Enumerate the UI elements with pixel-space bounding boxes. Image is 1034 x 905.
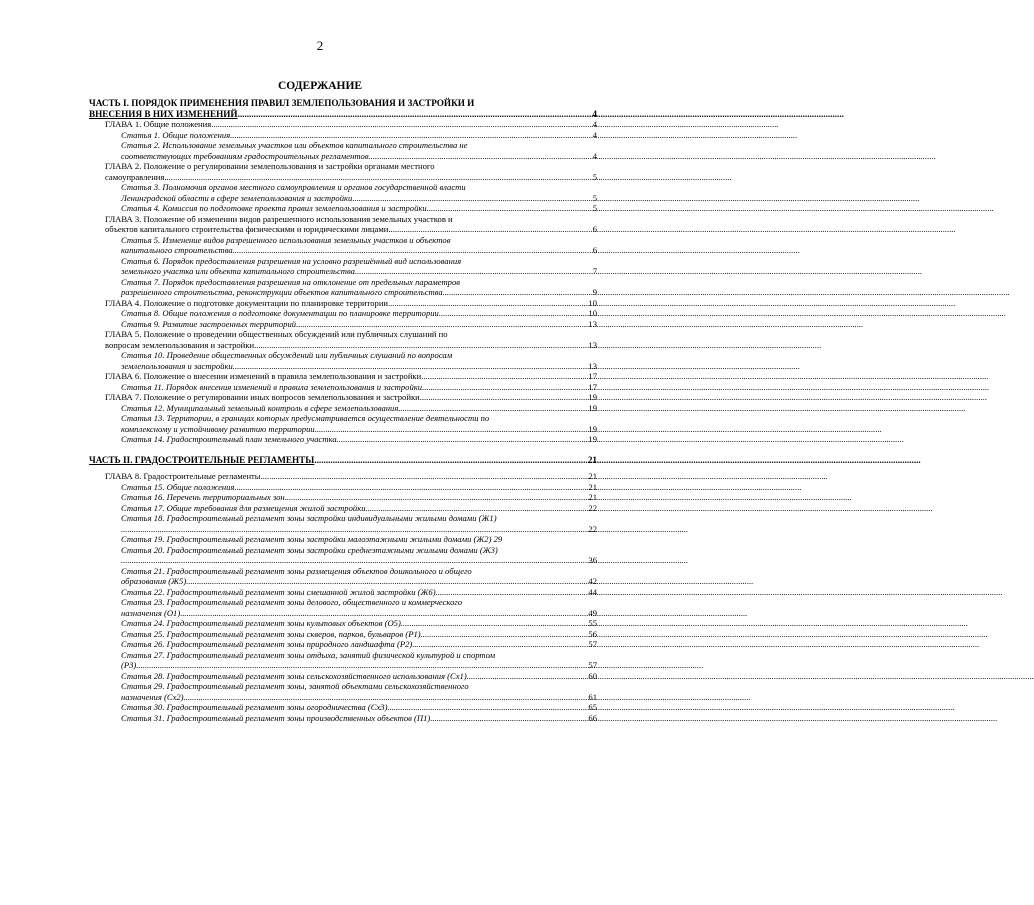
toc-entry-text: Статья 25. Градостроительный регламент зоны скверов, парков, бульваров (Р1) xyxy=(121,628,421,639)
toc-page-number: 19 xyxy=(588,434,597,444)
toc-page-number: 4 xyxy=(592,150,597,161)
toc-article-entry[interactable] xyxy=(89,639,597,650)
toc-part-entry[interactable] xyxy=(89,98,597,119)
toc-page-number: 10 xyxy=(588,297,597,308)
toc-entry-text: Статья 13. Территории, в границах которых предусматривается осуществление деятельности по xyxy=(121,413,490,423)
toc-entry-text: Статья 8. Общие положения о подготовке документации по планировке территории xyxy=(121,308,439,318)
dot-leader xyxy=(427,203,592,214)
page-number: 2 xyxy=(316,38,324,53)
toc-page-number: 21 xyxy=(588,481,597,492)
toc-entry-text: ГЛАВА 2. Положение о регулировании землепользования и застройки органами местного xyxy=(105,161,435,171)
toc-entry-text: землепользования и застройки xyxy=(121,360,233,371)
toc-entry-text: комплексному и устойчивому развитию территории xyxy=(121,423,315,434)
toc-entry-text: Статья 7. Порядок предоставления разрешения на отклонение от предельных параметров xyxy=(121,276,460,287)
dot-leader xyxy=(261,471,588,482)
toc-article-entry[interactable] xyxy=(89,597,597,618)
toc-page-number: 19 xyxy=(588,423,597,434)
dot-leader xyxy=(355,266,592,277)
toc-entry-text: Статья 15. Общие положения xyxy=(121,481,235,492)
toc-page-number: 13 xyxy=(588,360,597,371)
dot-leader xyxy=(430,713,587,724)
dot-leader xyxy=(233,245,592,256)
toc-chapter-entry[interactable] xyxy=(89,214,597,235)
toc-page-number: 6 xyxy=(592,245,597,255)
dot-leader xyxy=(420,392,588,403)
toc-entry-text: Статья 30. Градостроительный регламент зоны огородничества (Сх3) xyxy=(121,702,388,712)
dot-leader xyxy=(388,298,587,309)
toc-article-entry[interactable] xyxy=(89,256,597,277)
toc-page-number: 57 xyxy=(588,660,597,670)
dot-leader xyxy=(421,371,587,382)
dot-leader xyxy=(121,555,587,566)
toc-entry-text: Статья 20. Градостроительный регламент зоны застройки среднеэтажными жилыми домами (Ж3) xyxy=(121,544,498,555)
toc-page-number: 4 xyxy=(592,119,597,129)
dot-leader xyxy=(422,382,587,393)
toc-article-entry[interactable] xyxy=(89,182,597,203)
toc-entry-text: вопросам землепользования и застройки xyxy=(105,339,255,350)
toc-entry-text: Статья 6. Порядок предоставления разрешения на условно разрешённый вид использования xyxy=(121,255,462,266)
toc-article-entry[interactable] xyxy=(89,403,597,414)
dot-leader xyxy=(296,319,587,330)
toc-entry-text: образования (Ж5) xyxy=(121,576,187,586)
toc-entry-text: Статья 9. Развитие застроенных территорий xyxy=(121,318,297,329)
toc-entry-text: земельного участка или объекта капитального строительства xyxy=(121,266,355,276)
toc-page-number: 57 xyxy=(588,639,597,649)
toc-entry-text: Статья 23. Градостроительный регламент зоны делового, общественного и коммерческого xyxy=(121,597,463,607)
toc-page-number: 5 xyxy=(592,171,597,182)
toc-page-number: 4 xyxy=(592,129,597,140)
toc-entry-text: разрешенного строительства, реконструкции объектов капитального строительства xyxy=(121,287,443,297)
toc-page-number: 13 xyxy=(588,318,597,329)
dot-leader xyxy=(352,193,591,204)
toc-page-number: 36 xyxy=(588,555,597,565)
toc-entry-text: Статья 31. Градостроительный регламент зоны производственных объектов (П1) xyxy=(121,712,431,723)
toc-page-number: 22 xyxy=(588,523,597,534)
toc-article-entry[interactable] xyxy=(89,650,597,671)
dot-leader xyxy=(387,702,587,713)
dot-leader xyxy=(467,671,588,682)
toc-article-entry[interactable] xyxy=(89,671,597,682)
toc-entry-text: ГЛАВА 6. Положение о внесении изменений в правила землепользования и застройки xyxy=(105,371,422,381)
dot-leader xyxy=(233,361,588,372)
toc-page-number: 44 xyxy=(588,586,597,597)
toc-entry-text: Статья 29. Градостроительный регламент зоны, занятой объектами сельскохозяйственного xyxy=(121,681,469,691)
toc-page-number: 5 xyxy=(592,192,597,203)
toc-article-entry[interactable] xyxy=(89,492,597,503)
dot-leader xyxy=(230,130,592,141)
toc-page-number: 42 xyxy=(588,576,597,586)
toc-entry-text: Статья 17. Общие требования для размещения жилой застройки xyxy=(121,502,366,513)
toc-title: СОДЕРЖАНИЕ xyxy=(277,80,363,92)
toc-article-entry[interactable] xyxy=(89,545,597,566)
toc-article-entry[interactable] xyxy=(89,413,597,434)
toc-page-number: 22 xyxy=(588,502,597,513)
toc-page-number: 49 xyxy=(588,607,597,618)
toc-entry-text: Статья 5. Изменение видов разрешенного использования земельных участков и объектов xyxy=(121,234,451,245)
toc-article-entry[interactable] xyxy=(89,513,597,534)
toc-page-number: 10 xyxy=(588,308,597,318)
dot-leader xyxy=(136,660,587,671)
dot-leader xyxy=(184,692,588,703)
toc-entry-text: ГЛАВА 3. Положение об изменении видов разрешенного использования земельных участков и xyxy=(105,213,453,224)
dot-leader xyxy=(401,618,588,629)
toc-chapter-entry[interactable] xyxy=(89,371,597,382)
toc-article-entry[interactable] xyxy=(89,350,597,371)
toc-page-number: 56 xyxy=(588,628,597,639)
dot-leader xyxy=(443,287,592,298)
dot-leader xyxy=(398,403,587,414)
toc-page-number: 4 xyxy=(592,108,597,119)
toc-article-entry[interactable] xyxy=(89,503,597,514)
toc-article-entry[interactable] xyxy=(89,308,597,319)
toc-article-entry[interactable] xyxy=(89,534,597,545)
toc-entry-text: ГЛАВА 7. Положение о регулировании иных вопросов землепользования и застройки xyxy=(105,392,420,402)
toc-entry-text: объектов капитального строительства физическими и юридическими лицами xyxy=(105,224,389,234)
toc-entry-text: Статья 19. Градостроительный регламент зоны застройки малоэтажными жилыми домами (Ж2) 29 xyxy=(121,534,503,544)
toc-page-number: 5 xyxy=(592,203,597,213)
dot-leader xyxy=(121,524,587,535)
toc-page-number: 17 xyxy=(588,371,597,381)
toc-entry-text: Статья 28. Градостроительный регламент зоны сельскохозяйственного использования (Сх1) xyxy=(121,670,467,681)
toc-page-number: 7 xyxy=(592,266,597,276)
toc-article-entry[interactable] xyxy=(89,235,597,256)
toc-entry-text: Статья 12. Муниципальный земельный контроль в сфере землепользования xyxy=(121,402,399,413)
toc-page-number: 19 xyxy=(588,402,597,413)
toc-entry-text: назначения (О1) xyxy=(121,607,181,618)
toc-entry-text: ЧАСТЬ II. ГРАДОСТРОИТЕЛЬНЫЕ РЕГЛАМЕНТЫ xyxy=(89,454,315,465)
toc-entry-text: ЧАСТЬ I. ПОРЯДОК ПРИМЕНЕНИЯ ПРАВИЛ ЗЕМЛЕПОЛЬЗОВАНИЯ И ЗАСТРОЙКИ И xyxy=(89,98,475,108)
toc-page-number: 65 xyxy=(588,702,597,712)
dot-leader xyxy=(164,172,591,183)
toc-entry-text: Статья 27. Градостроительный регламент зоны отдыха, занятий физической культурой и спортом xyxy=(121,649,496,660)
toc-entry-text: Ленинградской области в сфере землепользования и застройки xyxy=(121,192,353,203)
toc-entry-text: соответствующих требованиям градостроительных регламентов xyxy=(121,150,369,161)
toc-article-entry[interactable] xyxy=(89,140,597,161)
toc-entry-text: ГЛАВА 1. Общие положения xyxy=(105,119,212,129)
toc-article-entry[interactable] xyxy=(89,482,597,493)
toc-chapter-entry[interactable] xyxy=(89,161,597,182)
dot-leader xyxy=(254,340,587,351)
toc-article-entry[interactable] xyxy=(89,566,597,587)
toc-article-entry[interactable] xyxy=(89,130,597,141)
toc-page-number: 60 xyxy=(588,670,597,681)
toc-article-entry[interactable] xyxy=(89,618,597,629)
toc-page-number: 66 xyxy=(588,712,597,723)
toc-page-number: 17 xyxy=(588,381,597,392)
toc-entry-text: Статья 1. Общие положения xyxy=(121,129,231,140)
toc-article-entry[interactable] xyxy=(89,434,597,445)
toc-entry-text: ГЛАВА 8. Градостроительные регламенты xyxy=(105,471,261,481)
dot-leader xyxy=(186,576,587,587)
toc-entry-text: ВНЕСЕНИЯ В НИХ ИЗМЕНЕНИЙ xyxy=(89,108,238,119)
dot-leader xyxy=(412,639,587,650)
toc-page-number: 61 xyxy=(588,691,597,702)
dot-leader xyxy=(234,482,587,493)
toc-page-number: 6 xyxy=(592,224,597,234)
toc-entry-text: Статья 10. Проведение общественных обсуждений или публичных слушаний по вопросам xyxy=(121,350,453,360)
toc-chapter-entry[interactable] xyxy=(89,298,597,309)
toc-chapter-entry[interactable] xyxy=(89,119,597,130)
toc-chapter-entry[interactable] xyxy=(89,392,597,403)
toc-entry-text: Статья 11. Порядок внесения изменений в правила землепользования и застройки xyxy=(121,381,423,392)
toc-page-number: 9 xyxy=(592,287,597,297)
toc-part-entry[interactable] xyxy=(89,455,597,466)
toc-article-entry[interactable] xyxy=(89,713,597,724)
toc-page-number: 19 xyxy=(588,392,597,402)
dot-leader xyxy=(439,308,588,319)
toc-entry-text: ГЛАВА 5. Положение о проведении общественных обсуждений или публичных слушаний по xyxy=(105,329,448,339)
toc-entry-text: назначения (Сх2) xyxy=(121,691,184,702)
toc-chapter-entry[interactable] xyxy=(89,471,597,482)
toc-article-entry[interactable] xyxy=(89,702,597,713)
toc-entry-text: Статья 21. Градостроительный регламент зоны размещения объектов дошкольного и общего xyxy=(121,565,472,576)
table-of-contents xyxy=(89,96,597,723)
toc-chapter-entry[interactable] xyxy=(89,329,597,350)
dot-leader xyxy=(238,109,592,120)
dot-leader xyxy=(366,503,588,514)
toc-article-entry[interactable] xyxy=(89,277,597,298)
dot-leader xyxy=(285,492,588,503)
toc-article-entry[interactable] xyxy=(89,587,597,598)
dot-leader xyxy=(369,151,592,162)
toc-entry-text: (Р3) xyxy=(121,660,137,670)
toc-entry-text: капитального строительства xyxy=(121,245,233,255)
toc-entry-text: Статья 18. Градостроительный регламент зоны застройки индивидуальными жилыми домами (Ж1) xyxy=(121,513,497,523)
toc-entry-text: Статья 26. Градостроительный регламент зоны природного ландшафта (Р2) xyxy=(121,639,413,649)
toc-entry-text: Статья 4. Комиссия по подготовке проекта правил землепользования и застройки xyxy=(121,203,427,213)
toc-article-entry[interactable] xyxy=(89,629,597,640)
toc-article-entry[interactable] xyxy=(89,681,597,702)
dot-leader xyxy=(314,455,586,466)
dot-leader xyxy=(211,119,592,130)
toc-page-number: 55 xyxy=(588,618,597,628)
dot-leader xyxy=(315,424,588,435)
toc-entry-text: самоуправления xyxy=(105,171,165,182)
toc-article-entry[interactable] xyxy=(89,203,597,214)
toc-entry-text: ГЛАВА 4. Положение о подготовке документации по планировке территории xyxy=(105,297,389,308)
toc-entry-text: Статья 3. Полномочия органов местного самоуправления и органов государственной власти xyxy=(121,182,466,192)
toc-page-number: 21 xyxy=(588,471,597,481)
toc-entry-text: Статья 2. Использование земельных участков или объектов капитального строительства не xyxy=(121,140,468,150)
dot-leader xyxy=(421,629,588,640)
toc-page-number: 13 xyxy=(588,339,597,350)
toc-entry-text: Статья 24. Градостроительный регламент зоны культовых объектов (О5) xyxy=(121,618,401,628)
toc-entry-text: Статья 14. Градостроительный план земельного участка xyxy=(121,434,337,444)
toc-page-number: 21 xyxy=(587,454,597,465)
toc-entry-text: Статья 16. Перечень территориальных зон xyxy=(121,492,285,502)
toc-article-entry[interactable] xyxy=(89,382,597,393)
toc-entry-text: Статья 22. Градостроительный регламент зоны смешанной жилой застройки (Ж6) xyxy=(121,586,436,597)
dot-leader xyxy=(436,587,588,598)
toc-page-number: 21 xyxy=(588,492,597,502)
dot-leader xyxy=(337,434,588,445)
toc-article-entry[interactable] xyxy=(89,319,597,330)
dot-leader xyxy=(388,224,591,235)
dot-leader xyxy=(180,608,587,619)
